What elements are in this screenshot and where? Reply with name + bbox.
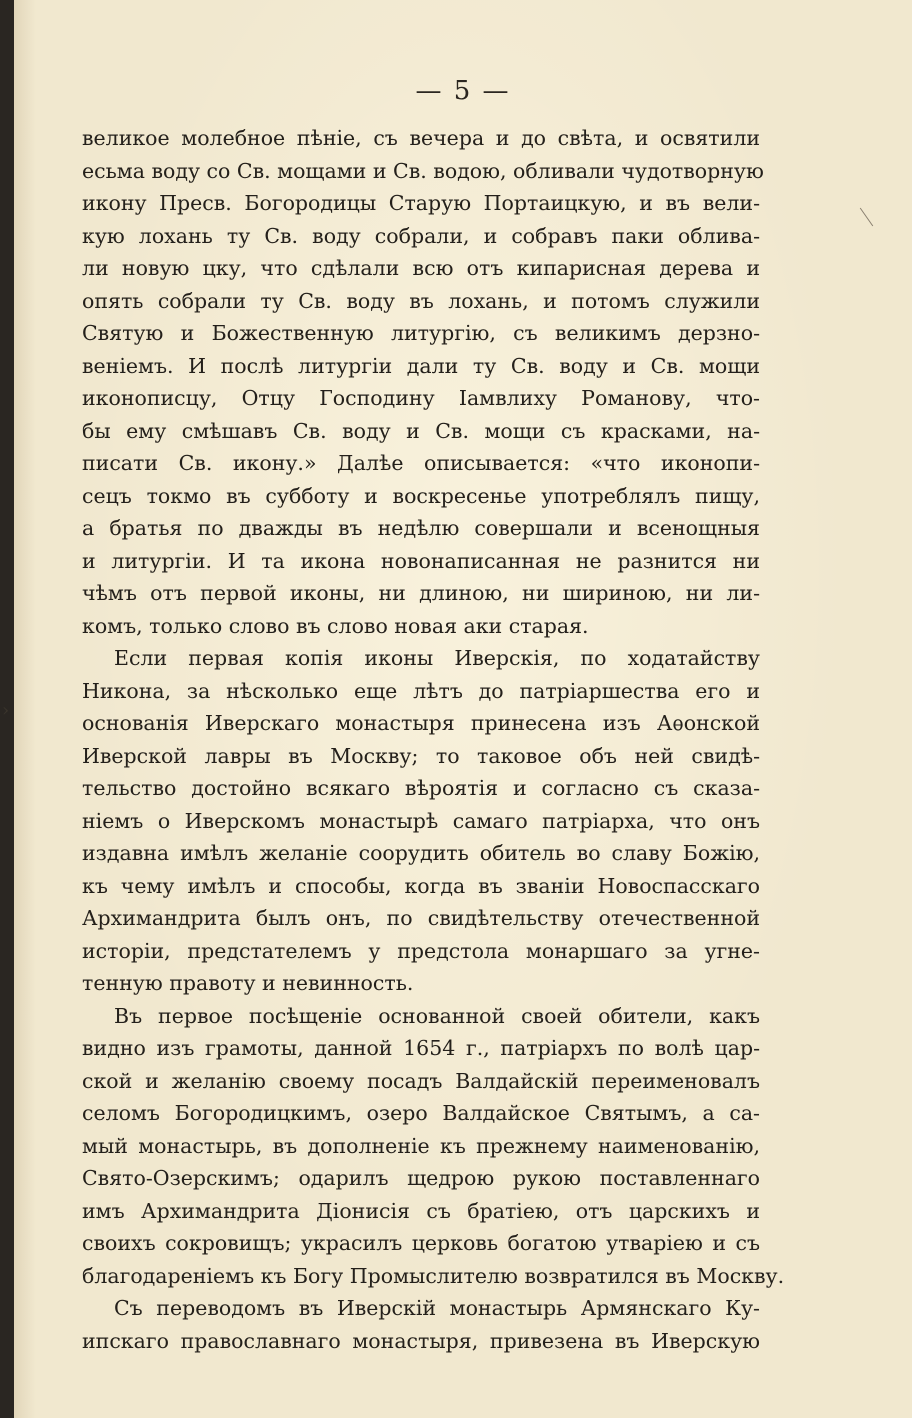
text-line: иконописцу, Отцу Господину Іамвлиху Романову, что- — [82, 386, 760, 410]
edge-mark: › — [2, 700, 10, 721]
book-page — [14, 0, 912, 1418]
text-line: великое молебное пѣніе, съ вечера и до свѣта, и освятили — [82, 126, 760, 150]
text-line: мый монастырь, въ дополненіе къ прежнему наименованію, — [82, 1133, 760, 1158]
text-line: Свято-Озерскимъ; одарилъ щедрою рукою поставленнаго — [82, 1166, 760, 1190]
body-text — [82, 122, 785, 1357]
text-line: тельство достойно всякаго вѣроятія и согласно съ сказа- — [82, 776, 760, 800]
page-number: — 5 — — [415, 76, 511, 106]
text-line: къ чему имѣлъ и способы, когда въ званіи Новоспасскаго — [82, 873, 760, 898]
text-line: опять собрали ту Св. воду въ лохань, и потомъ служили — [82, 288, 760, 313]
text-line: бы ему смѣшавъ Св. воду и Св. мощи съ красками, на- — [82, 418, 760, 443]
text-line: ипскаго православнаго монастыря, привезена въ Иверскую — [82, 1328, 760, 1353]
text-line: кую лохань ту Св. воду собрали, и собравъ паки облива- — [82, 223, 760, 248]
text-line: своихъ сокровищъ; украсилъ церковь богатою утваріею и съ — [82, 1231, 760, 1255]
text-line: ли новую цку, что сдѣлали всю отъ кипарисная дерева и — [82, 256, 760, 280]
text-line: есьма воду со Св. мощами и Св. водою, обливали чудотворную — [82, 158, 764, 183]
text-line: Иверской лавры въ Москву; то таковое объ ней свидѣ- — [82, 743, 760, 768]
text-line: чѣмъ отъ первой иконы, ни длиною, ни шириною, ни ли- — [82, 581, 760, 605]
text-line: селомъ Богородицкимъ, озеро Валдайское Святымъ, а са- — [82, 1101, 760, 1125]
text-line: писати Св. икону.» Далѣе описывается: «что иконопи- — [82, 451, 760, 475]
text-line: комъ, только слово въ слово новая аки старая. — [82, 613, 589, 638]
text-line: Никона, за нѣсколько еще лѣтъ до патріаршества его и — [82, 678, 760, 703]
text-line: Архимандрита былъ онъ, по свидѣтельству отечественной — [82, 906, 760, 930]
text-line: а братья по дважды въ недѣлю совершали и всенощныя — [82, 516, 760, 540]
text-line: икону Пресв. Богородицы Старую Портаицкую, и въ вели- — [82, 191, 760, 215]
text-line: ской и желанію своему посадъ Валдайскій переименовалъ — [82, 1068, 760, 1093]
text-line: благодареніемъ къ Богу Промыслителю возвратился въ Москву. — [82, 1263, 785, 1288]
text-line: исторіи, предстателемъ у предстола монаршаго за угне- — [82, 938, 760, 963]
text-line: ніемъ о Иверскомъ монастырѣ самаго патріарха, что онъ — [82, 808, 760, 833]
text-line: имъ Архимандрита Діонисія съ братіею, отъ царскихъ и — [82, 1198, 760, 1223]
text-line: тенную правоту и невинность. — [82, 971, 414, 995]
text-line: веніемъ. И послѣ литургіи дали ту Св. воду и Св. мощи — [82, 353, 760, 378]
text-line: Если первая копія иконы Иверскія, по ходатайству — [114, 646, 760, 670]
text-line: основанія Иверскаго монастыря принесена изъ Аѳонской — [82, 711, 760, 735]
text-line: Въ первое посѣщеніе основанной своей обители, какъ — [114, 1003, 760, 1028]
text-line: сецъ токмо въ субботу и воскресенье употреблялъ пищу, — [82, 483, 760, 508]
text-line: и литургіи. И та икона новонаписанная не разнится ни — [82, 548, 760, 573]
text-line: Святую и Божественную литургію, съ великимъ дерзно- — [82, 321, 760, 345]
text-line: видно изъ грамоты, данной 1654 г., патріархъ по волѣ цар- — [82, 1036, 760, 1060]
text-line: Съ переводомъ въ Иверскій монастырь Армянскаго Ку- — [114, 1296, 760, 1320]
text-line: издавна имѣлъ желаніе соорудить обитель во славу Божію, — [82, 841, 760, 865]
margin-mark — [860, 208, 873, 227]
